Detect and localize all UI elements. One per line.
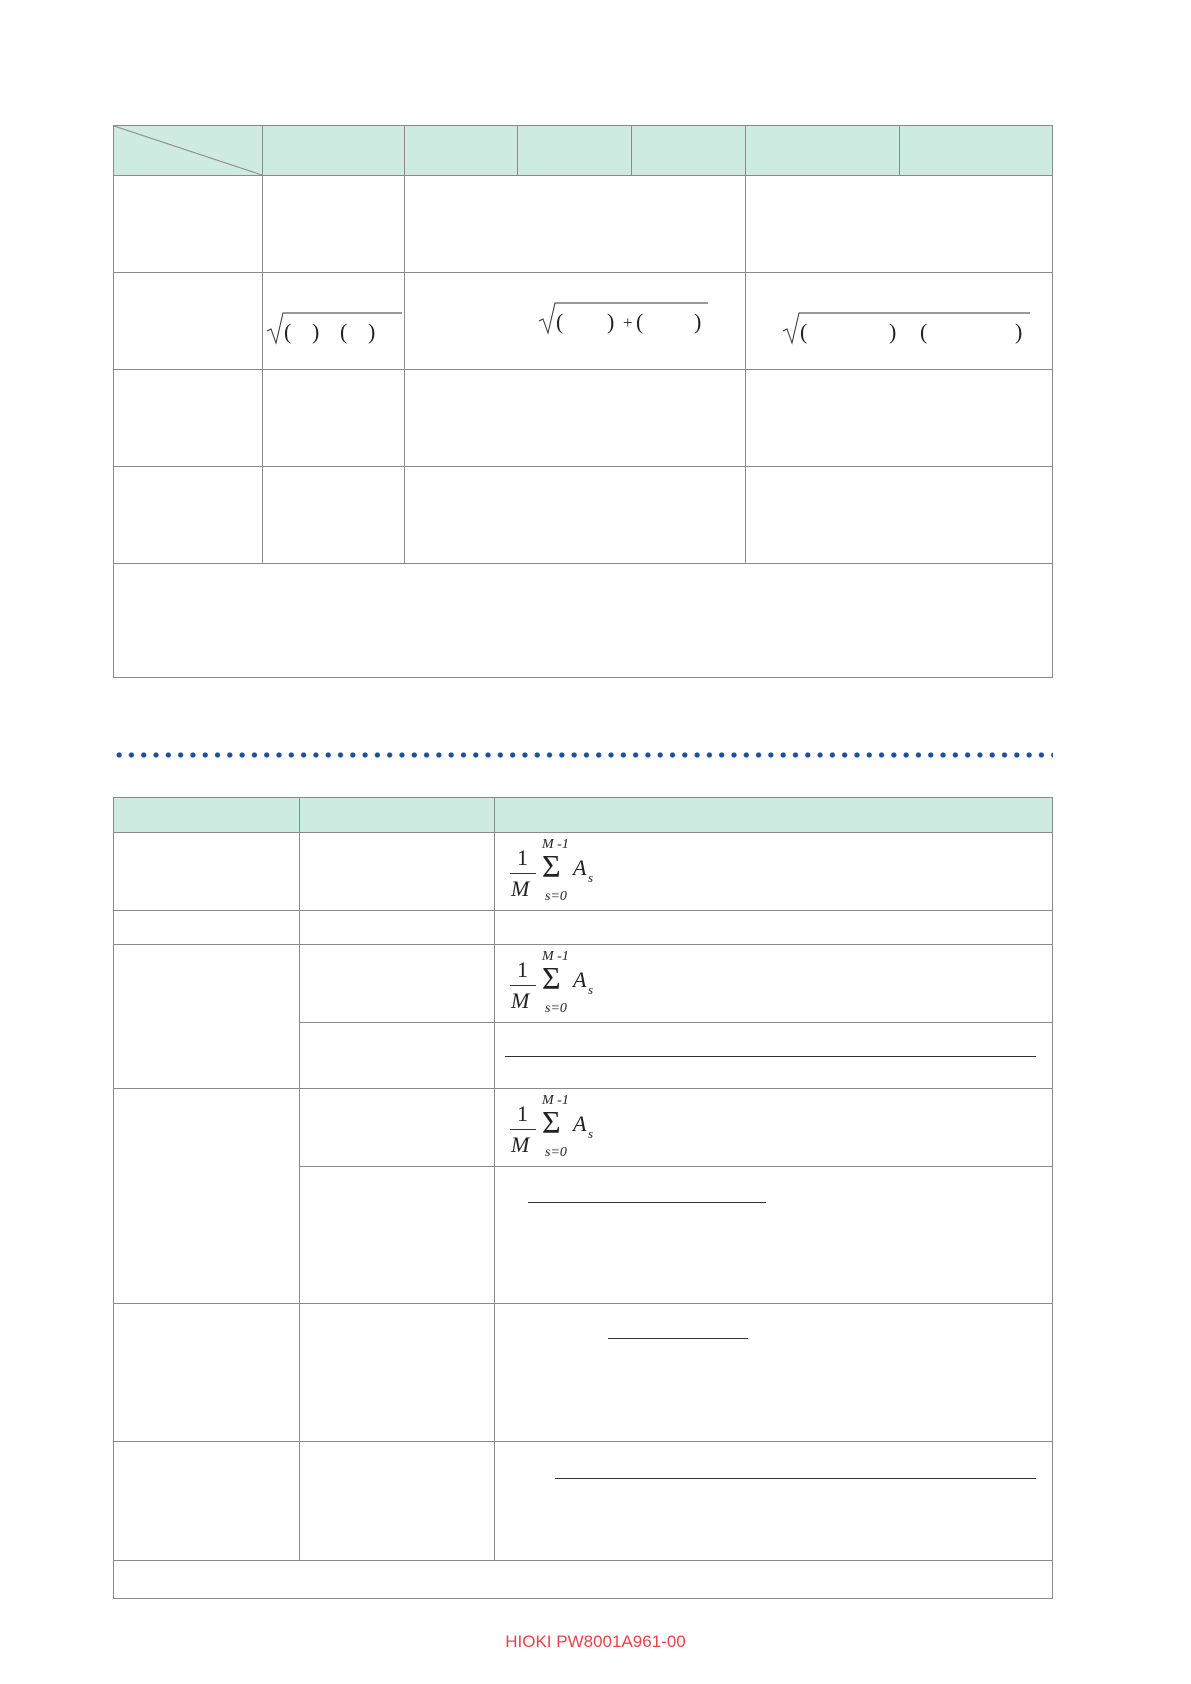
paren-open-1: ( — [284, 319, 292, 344]
fraction-denominator: M — [511, 876, 530, 901]
paren-close-1: ) — [607, 309, 615, 334]
sqrt-formula-col3 — [745, 273, 1052, 369]
fraction-bar — [505, 1056, 1036, 1057]
header-cell-1 — [262, 126, 404, 175]
paren-open-2: ( — [636, 309, 644, 334]
fraction-bar — [528, 1202, 766, 1203]
sum-lower-limit: s=0 — [545, 1145, 567, 1160]
header-cell-2 — [404, 126, 517, 175]
sqrt-formula-col1 — [262, 273, 404, 369]
header-diagonal-line — [114, 126, 262, 175]
plus-sign: + — [623, 313, 633, 332]
sum-term: A — [573, 967, 587, 992]
mean-formula — [508, 948, 608, 1022]
fraction-denominator: M — [511, 988, 530, 1013]
table-row — [114, 1304, 1052, 1441]
sigma-icon: Σ — [542, 848, 561, 884]
header-cell-3 — [494, 798, 1052, 832]
radical-sign — [782, 311, 1032, 345]
header-cell-1 — [114, 798, 299, 832]
header-cell-4 — [631, 126, 745, 175]
paren-open-1: ( — [800, 319, 808, 344]
table-row — [114, 1442, 1052, 1560]
sum-lower-limit: s=0 — [545, 1001, 567, 1016]
section-divider-dots — [113, 751, 1053, 759]
sqrt-formula-col2 — [404, 273, 745, 369]
sum-upper-limit: M -1 — [542, 1093, 569, 1108]
paren-open-2: ( — [340, 319, 348, 344]
paren-close-1: ) — [889, 319, 897, 344]
header-cell-5 — [745, 126, 899, 175]
sum-upper-limit: M -1 — [542, 837, 569, 852]
paren-close-1: ) — [312, 319, 320, 344]
sum-term-subscript: s — [588, 982, 594, 997]
document-footer: HIOKI PW8001A961-00 — [505, 1632, 686, 1651]
note-cell — [114, 564, 1052, 678]
upper-table — [113, 125, 1053, 678]
fraction-numerator: 1 — [517, 1101, 528, 1126]
sum-term-subscript: s — [588, 1126, 594, 1141]
row3-label — [114, 370, 262, 466]
mean-formula — [508, 836, 608, 910]
sum-term-subscript: s — [588, 870, 594, 885]
header-cell-3 — [517, 126, 631, 175]
row1-label — [114, 176, 262, 272]
sigma-icon: Σ — [542, 1104, 561, 1140]
paren-close-2: ) — [368, 319, 376, 344]
table-row — [114, 911, 1052, 944]
header-cell-2 — [299, 798, 494, 832]
paren-close-2: ) — [694, 309, 702, 334]
paren-open-2: ( — [920, 319, 928, 344]
header-cell-6 — [899, 126, 1052, 175]
row2-label — [114, 273, 262, 369]
row4-label — [114, 467, 262, 563]
note-cell — [114, 1561, 1052, 1598]
mean-formula — [508, 1092, 608, 1166]
sum-term: A — [573, 855, 587, 880]
sum-term: A — [573, 1111, 587, 1136]
fraction-denominator: M — [511, 1132, 530, 1157]
fraction-bar — [555, 1478, 1036, 1479]
sum-lower-limit: s=0 — [545, 889, 567, 904]
fraction-numerator: 1 — [517, 957, 528, 982]
lower-table — [113, 797, 1053, 1599]
fraction-bar — [608, 1338, 748, 1339]
fraction-numerator: 1 — [517, 845, 528, 870]
paren-close-2: ) — [1015, 319, 1023, 344]
paren-open-1: ( — [556, 309, 564, 334]
sigma-icon: Σ — [542, 960, 561, 996]
sum-upper-limit: M -1 — [542, 949, 569, 964]
